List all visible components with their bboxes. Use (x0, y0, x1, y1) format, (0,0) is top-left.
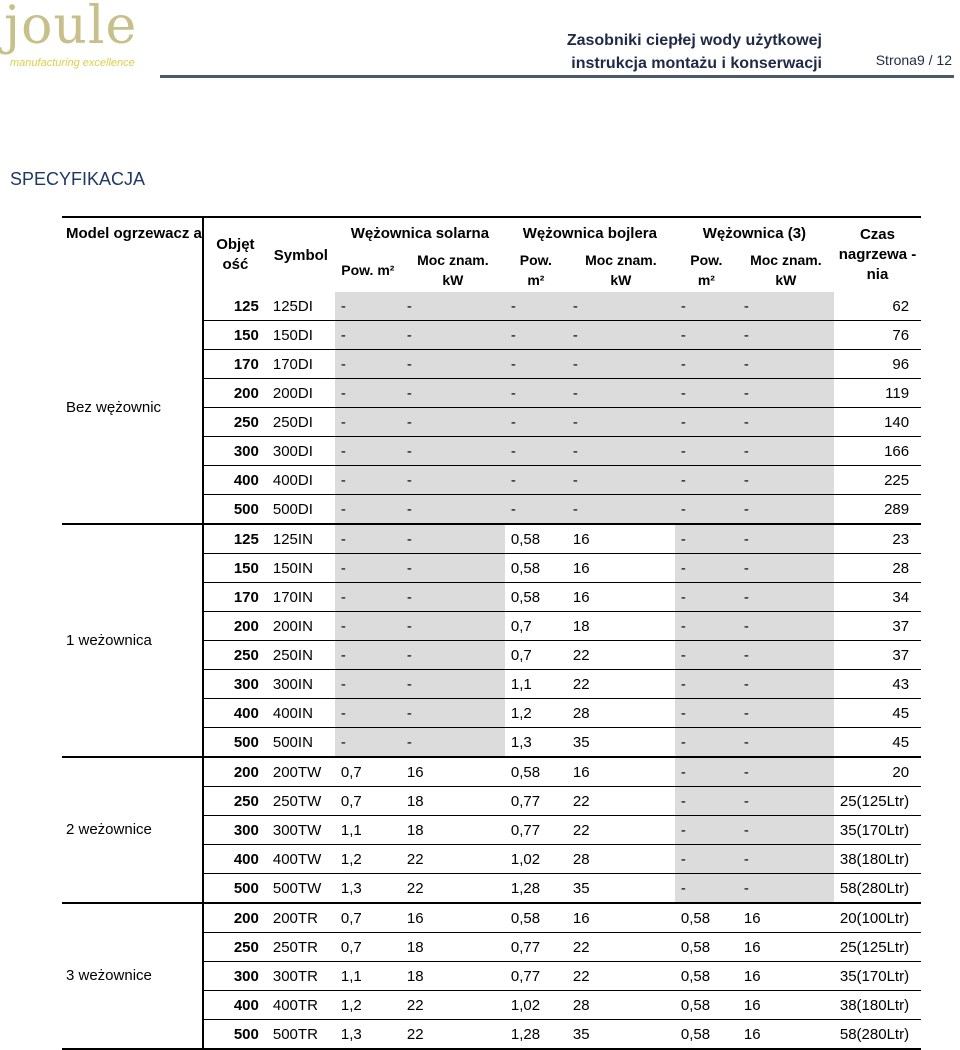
header-third-power (738, 248, 834, 292)
spec-value-cell: - (675, 321, 738, 350)
spec-value-cell: - (738, 757, 834, 787)
boiler-power-line-2: kW (610, 272, 632, 288)
spec-value-cell: 22 (567, 641, 675, 670)
spec-value-cell: 1,1 (505, 670, 567, 699)
spec-value-cell: - (505, 437, 567, 466)
spec-value-cell: - (567, 437, 675, 466)
symbol-cell: 300IN (267, 670, 335, 699)
model-group-label: 3 weżownice (62, 903, 203, 1049)
spec-value-cell: - (675, 845, 738, 874)
header-volume: Objęt ość (203, 217, 267, 292)
logo-wordmark: joule (4, 0, 138, 56)
spec-value-cell: - (335, 728, 401, 758)
spec-value-cell: - (505, 379, 567, 408)
heating-time-cell: 62 (834, 292, 921, 321)
symbol-cell: 170DI (267, 350, 335, 379)
spec-value-cell: 35 (567, 1020, 675, 1050)
volume-cell: 500 (203, 1020, 267, 1050)
table-row (62, 757, 921, 787)
heating-time-cell: 25(125Ltr) (834, 787, 921, 816)
spec-value-cell: - (401, 292, 505, 321)
third-area-line-2: m² (697, 272, 715, 288)
spec-value-cell: 0,58 (675, 991, 738, 1020)
symbol-cell: 250TR (267, 933, 335, 962)
spec-value-cell: 35 (567, 874, 675, 904)
spec-value-cell: - (335, 321, 401, 350)
spec-value-cell: 1,28 (505, 1020, 567, 1050)
spec-value-cell: 1,1 (335, 816, 401, 845)
header-divider (160, 75, 954, 78)
volume-cell: 300 (203, 816, 267, 845)
spec-value-cell: - (675, 437, 738, 466)
spec-value-cell: - (738, 728, 834, 758)
volume-cell: 200 (203, 379, 267, 408)
spec-value-cell: - (738, 670, 834, 699)
heating-time-cell: 34 (834, 583, 921, 612)
spec-value-cell: 0,58 (675, 903, 738, 933)
spec-value-cell: - (567, 292, 675, 321)
spec-value-cell: - (738, 408, 834, 437)
spec-value-cell: - (401, 728, 505, 758)
spec-value-cell: - (675, 670, 738, 699)
spec-value-cell: - (335, 292, 401, 321)
symbol-cell: 500TW (267, 874, 335, 904)
spec-value-cell: - (335, 379, 401, 408)
spec-value-cell: 16 (567, 903, 675, 933)
spec-value-cell: 16 (738, 962, 834, 991)
heating-time-cell: 37 (834, 641, 921, 670)
spec-value-cell: - (738, 495, 834, 525)
spec-value-cell: 0,77 (505, 816, 567, 845)
spec-value-cell: - (567, 466, 675, 495)
symbol-cell: 400IN (267, 699, 335, 728)
volume-cell: 150 (203, 554, 267, 583)
spec-value-cell: 0,7 (505, 612, 567, 641)
spec-value-cell: 28 (567, 991, 675, 1020)
spec-value-cell: - (567, 408, 675, 437)
header-solar-power: Moc znam. kW (417, 252, 489, 288)
header-boiler-area (505, 248, 567, 292)
spec-value-cell: - (401, 495, 505, 525)
spec-value-cell: - (505, 408, 567, 437)
spec-value-cell: - (401, 612, 505, 641)
spec-value-cell: 1,2 (335, 991, 401, 1020)
third-power-line-2: kW (775, 272, 797, 288)
spec-value-cell: 16 (567, 583, 675, 612)
heating-time-cell: 43 (834, 670, 921, 699)
header-solar-area: Pow. m² (341, 262, 395, 278)
volume-cell: 500 (203, 728, 267, 758)
spec-value-cell: - (335, 408, 401, 437)
spec-value-cell: - (335, 612, 401, 641)
spec-value-cell: 0,7 (335, 787, 401, 816)
header-model: Model ogrzewacz a (62, 217, 203, 292)
spec-value-cell: - (401, 321, 505, 350)
spec-value-cell: 1,3 (335, 874, 401, 904)
heating-time-cell: 45 (834, 728, 921, 758)
spec-value-cell: 0,58 (505, 903, 567, 933)
title-line-2: instrukcja montażu i konserwacji (571, 55, 822, 72)
model-group-label: 1 weżownica (62, 524, 203, 757)
volume-cell: 500 (203, 874, 267, 904)
spec-value-cell: 1,02 (505, 991, 567, 1020)
spec-value-cell: - (401, 379, 505, 408)
header-solar-coil: Wężownica solarna (335, 217, 505, 248)
spec-value-cell: 18 (401, 962, 505, 991)
table-row (62, 292, 921, 321)
table-row (62, 524, 921, 554)
spec-value-cell: - (335, 554, 401, 583)
spec-value-cell: - (675, 816, 738, 845)
volume-cell: 250 (203, 933, 267, 962)
spec-value-cell: - (567, 379, 675, 408)
heating-time-cell: 140 (834, 408, 921, 437)
spec-value-cell: - (335, 699, 401, 728)
spec-value-cell: - (567, 350, 675, 379)
volume-cell: 300 (203, 962, 267, 991)
spec-value-cell: 0,58 (505, 524, 567, 554)
spec-value-cell: - (401, 437, 505, 466)
spec-value-cell: 1,28 (505, 874, 567, 904)
heating-time-cell: 96 (834, 350, 921, 379)
heating-time-cell: 20 (834, 757, 921, 787)
spec-value-cell: - (505, 321, 567, 350)
volume-cell: 300 (203, 437, 267, 466)
spec-value-cell: - (335, 466, 401, 495)
heating-time-cell: 38(180Ltr) (834, 845, 921, 874)
spec-value-cell: - (738, 379, 834, 408)
spec-value-cell: - (738, 612, 834, 641)
spec-value-cell: - (401, 466, 505, 495)
spec-value-cell: - (675, 554, 738, 583)
table-row (62, 903, 921, 933)
spec-value-cell: - (738, 292, 834, 321)
spec-value-cell: 28 (567, 845, 675, 874)
spec-value-cell: - (567, 321, 675, 350)
heating-time-cell: 20(100Ltr) (834, 903, 921, 933)
heating-time-cell: 35(170Ltr) (834, 816, 921, 845)
spec-value-cell: 16 (567, 554, 675, 583)
title-line-1: Zasobniki ciepłej wody użytkowej (566, 32, 822, 49)
spec-value-cell: - (401, 524, 505, 554)
volume-cell: 250 (203, 408, 267, 437)
symbol-cell: 400TR (267, 991, 335, 1020)
spec-value-cell: 0,58 (675, 1020, 738, 1050)
spec-value-cell: - (335, 437, 401, 466)
spec-value-cell: 0,77 (505, 787, 567, 816)
volume-cell: 400 (203, 466, 267, 495)
symbol-cell: 125DI (267, 292, 335, 321)
symbol-cell: 170IN (267, 583, 335, 612)
spec-value-cell: 22 (401, 845, 505, 874)
heating-time-cell: 38(180Ltr) (834, 991, 921, 1020)
symbol-cell: 200TW (267, 757, 335, 787)
spec-value-cell: 18 (401, 816, 505, 845)
spec-value-cell: - (675, 699, 738, 728)
symbol-cell: 500IN (267, 728, 335, 758)
spec-value-cell: 0,7 (335, 933, 401, 962)
heating-time-cell: 28 (834, 554, 921, 583)
spec-value-cell: - (401, 641, 505, 670)
spec-value-cell: 22 (567, 670, 675, 699)
page-number: Strona9 / 12 (875, 52, 952, 68)
boiler-power-line-1: Moc znam. (585, 252, 657, 268)
spec-value-cell: - (738, 641, 834, 670)
spec-value-cell: 1,3 (335, 1020, 401, 1050)
spec-value-cell: 22 (401, 1020, 505, 1050)
spec-value-cell: 16 (738, 933, 834, 962)
section-title: SPECYFIKACJA (10, 169, 146, 189)
symbol-cell: 250DI (267, 408, 335, 437)
boiler-area-line-2: m² (527, 272, 545, 288)
volume-cell: 170 (203, 350, 267, 379)
symbol-cell: 300TR (267, 962, 335, 991)
heating-time-cell: 35(170Ltr) (834, 962, 921, 991)
spec-value-cell: 18 (567, 612, 675, 641)
joule-logo (4, 2, 164, 72)
header-boiler-coil: Wężownica bojlera (505, 217, 675, 248)
spec-value-cell: - (738, 437, 834, 466)
symbol-cell: 400DI (267, 466, 335, 495)
heating-time-cell: 119 (834, 379, 921, 408)
spec-value-cell: - (335, 670, 401, 699)
heating-time-cell: 45 (834, 699, 921, 728)
header-heating-time: Czas nagrzewa -nia (834, 217, 921, 292)
boiler-area-line-1: Pow. (519, 252, 552, 268)
spec-value-cell: 22 (567, 962, 675, 991)
volume-cell: 125 (203, 524, 267, 554)
spec-value-cell: 22 (567, 816, 675, 845)
spec-value-cell: 0,77 (505, 933, 567, 962)
spec-value-cell: - (335, 583, 401, 612)
spec-value-cell: - (738, 787, 834, 816)
volume-cell: 250 (203, 641, 267, 670)
header-third-area (675, 248, 738, 292)
spec-value-cell: - (675, 728, 738, 758)
spec-value-cell: - (675, 757, 738, 787)
spec-value-cell: 0,58 (505, 757, 567, 787)
third-power-line-1: Moc znam. (750, 252, 822, 268)
spec-value-cell: - (335, 641, 401, 670)
spec-value-cell: - (401, 583, 505, 612)
spec-value-cell: 0,58 (675, 933, 738, 962)
volume-cell: 400 (203, 991, 267, 1020)
spec-value-cell: 18 (401, 933, 505, 962)
spec-value-cell: - (675, 379, 738, 408)
heating-time-cell: 76 (834, 321, 921, 350)
volume-cell: 400 (203, 699, 267, 728)
heating-time-cell: 166 (834, 437, 921, 466)
symbol-cell: 300TW (267, 816, 335, 845)
spec-value-cell: 16 (401, 903, 505, 933)
spec-value-cell: 22 (567, 787, 675, 816)
volume-cell: 500 (203, 495, 267, 525)
spec-value-cell: - (675, 524, 738, 554)
spec-value-cell: - (675, 495, 738, 525)
spec-value-cell: - (675, 787, 738, 816)
spec-value-cell: 0,77 (505, 962, 567, 991)
symbol-cell: 300DI (267, 437, 335, 466)
volume-cell: 250 (203, 787, 267, 816)
spec-value-cell: - (675, 408, 738, 437)
spec-value-cell: - (675, 350, 738, 379)
spec-value-cell: 18 (401, 787, 505, 816)
spec-value-cell: - (335, 495, 401, 525)
spec-value-cell: - (738, 845, 834, 874)
heating-time-cell: 37 (834, 612, 921, 641)
spec-value-cell: 22 (401, 874, 505, 904)
header-symbol: Symbol (267, 217, 335, 292)
spec-value-cell: - (675, 641, 738, 670)
symbol-cell: 150IN (267, 554, 335, 583)
volume-cell: 125 (203, 292, 267, 321)
spec-value-cell: 16 (738, 903, 834, 933)
spec-value-cell: - (738, 466, 834, 495)
heating-time-cell: 289 (834, 495, 921, 525)
header-boiler-power (567, 248, 675, 292)
volume-cell: 200 (203, 903, 267, 933)
model-group-label: 2 weżownice (62, 757, 203, 903)
spec-value-cell: 1,3 (505, 728, 567, 758)
symbol-cell: 200DI (267, 379, 335, 408)
spec-value-cell: 1,2 (505, 699, 567, 728)
spec-value-cell: 22 (401, 991, 505, 1020)
volume-cell: 170 (203, 583, 267, 612)
spec-value-cell: - (401, 670, 505, 699)
spec-value-cell: 0,7 (335, 903, 401, 933)
spec-value-cell: - (675, 874, 738, 904)
specification-rows (62, 292, 921, 1049)
logo-tagline: manufacturing excellence (10, 57, 135, 69)
spec-value-cell: 1,02 (505, 845, 567, 874)
spec-value-cell: 22 (567, 933, 675, 962)
spec-value-cell: - (335, 350, 401, 379)
volume-cell: 300 (203, 670, 267, 699)
spec-value-cell: 16 (738, 1020, 834, 1050)
model-group-label: Bez wężownic (62, 292, 203, 524)
document-title (567, 29, 822, 75)
third-area-line-1: Pow. (690, 252, 723, 268)
spec-value-cell: - (401, 554, 505, 583)
spec-value-cell: - (738, 350, 834, 379)
spec-value-cell: - (738, 583, 834, 612)
spec-value-cell: - (505, 466, 567, 495)
spec-value-cell: 16 (401, 757, 505, 787)
symbol-cell: 200TR (267, 903, 335, 933)
spec-value-cell: 0,58 (505, 583, 567, 612)
heating-time-cell: 225 (834, 466, 921, 495)
spec-value-cell: - (675, 466, 738, 495)
volume-cell: 200 (203, 757, 267, 787)
spec-value-cell: 1,2 (335, 845, 401, 874)
symbol-cell: 400TW (267, 845, 335, 874)
symbol-cell: 250TW (267, 787, 335, 816)
spec-value-cell: 1,1 (335, 962, 401, 991)
spec-value-cell: - (738, 816, 834, 845)
spec-value-cell: 0,7 (505, 641, 567, 670)
volume-cell: 200 (203, 612, 267, 641)
spec-value-cell: - (505, 350, 567, 379)
spec-value-cell: 16 (738, 991, 834, 1020)
spec-value-cell: 35 (567, 728, 675, 758)
heating-time-cell: 23 (834, 524, 921, 554)
symbol-cell: 500DI (267, 495, 335, 525)
spec-value-cell: - (738, 524, 834, 554)
spec-value-cell: 0,58 (505, 554, 567, 583)
spec-value-cell: - (401, 699, 505, 728)
spec-value-cell: - (738, 554, 834, 583)
heating-time-cell: 58(280Ltr) (834, 874, 921, 904)
spec-value-cell: - (675, 612, 738, 641)
spec-value-cell: 16 (567, 524, 675, 554)
spec-value-cell: - (675, 583, 738, 612)
symbol-cell: 150DI (267, 321, 335, 350)
spec-value-cell: - (738, 874, 834, 904)
spec-value-cell: 0,58 (675, 962, 738, 991)
spec-value-cell: - (401, 350, 505, 379)
spec-value-cell: 16 (567, 757, 675, 787)
spec-value-cell: - (675, 292, 738, 321)
volume-cell: 400 (203, 845, 267, 874)
spec-value-cell: - (738, 699, 834, 728)
specification-table (62, 216, 921, 1050)
spec-value-cell: - (567, 495, 675, 525)
symbol-cell: 125IN (267, 524, 335, 554)
spec-value-cell: - (335, 524, 401, 554)
volume-cell: 150 (203, 321, 267, 350)
spec-value-cell: 28 (567, 699, 675, 728)
symbol-cell: 500TR (267, 1020, 335, 1050)
spec-value-cell: - (401, 408, 505, 437)
spec-value-cell: - (505, 495, 567, 525)
heating-time-cell: 25(125Ltr) (834, 933, 921, 962)
symbol-cell: 200IN (267, 612, 335, 641)
heating-time-cell: 58(280Ltr) (834, 1020, 921, 1050)
spec-value-cell: - (505, 292, 567, 321)
spec-value-cell: - (738, 321, 834, 350)
spec-value-cell: 0,7 (335, 757, 401, 787)
symbol-cell: 250IN (267, 641, 335, 670)
header-third-coil: Wężownica (3) (675, 217, 834, 248)
